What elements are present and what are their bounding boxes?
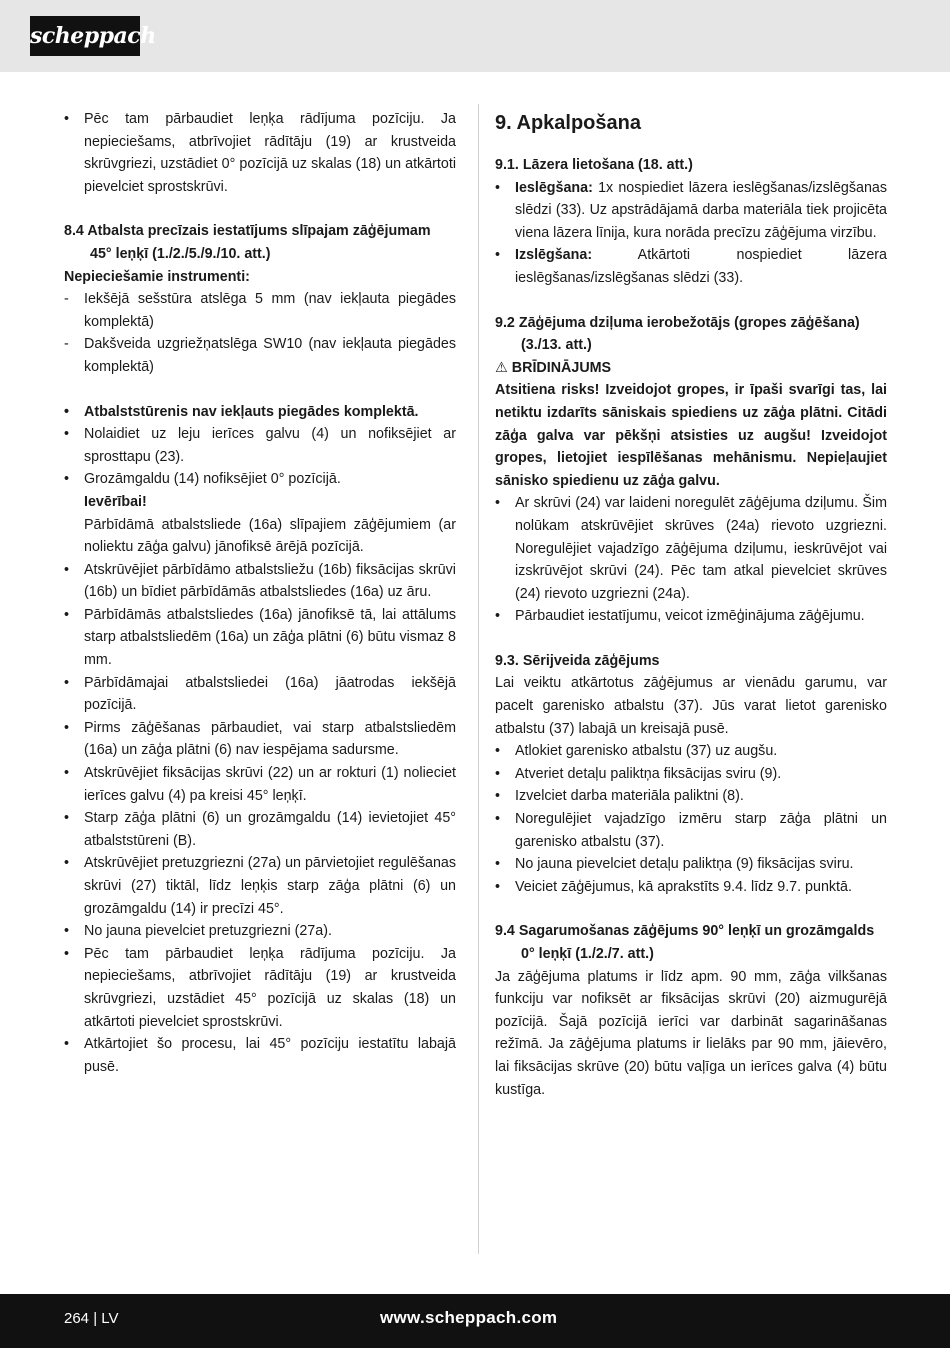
list-item: • Atbalststūrenis nav iekļauts piegādes komplektā. (64, 403, 419, 420)
page-footer (0, 1294, 950, 1348)
list-item: • Atskrūvējiet pārbīdāmo atbalstsliežu (16b) fiksācijas skrūvi (16b) un bīdiet pārbīdāmās atbalstsliedes (16a) uz āru. (64, 561, 456, 601)
warning-title: ⚠ BRĪDINĀJUMS (495, 359, 612, 376)
list-item: • Izvelciet darba materiāla paliktni (8). (495, 788, 744, 805)
list-item: • Atlokiet garenisko atbalstu (37) uz augšu. (495, 743, 778, 760)
list-item: • Grozāmgaldu (14) nofiksējiet 0° pozīcijā. (64, 471, 341, 488)
left-column (64, 108, 456, 1078)
section-heading-9-2-figs: (3./13. att.) (521, 337, 592, 354)
page-number: 264 | LV (64, 1310, 119, 1327)
list-item: • Atveriet detaļu paliktņa fiksācijas sviru (9). (495, 765, 782, 782)
section-heading-9-1: 9.1. Lāzera lietošana (18. att.) (495, 157, 693, 173)
brand-logo: scheppach (30, 16, 140, 56)
list-item: • Starp zāģa plātni (6) un grozāmgaldu (14) ievietojiet 45° atbalststūreni (B). (64, 810, 456, 849)
page-header (0, 0, 950, 72)
website-url: www.scheppach.com (380, 1308, 558, 1327)
list-item: • Pēc tam pārbaudiet leņķa rādījuma pozīciju. Ja nepieciešams, atbrīvojiet rādītāju (19) ar krustveida skrūvgriezi, uzstādiet 45° pozīcijā uz skalas (18) un atkārtoti pievelciet sprostskrūvi. (64, 945, 456, 1030)
section-heading-9-2: 9.2 Zāģējuma dziļuma ierobežotājs (gropes zāģēšana) (495, 314, 860, 331)
list-item: • Atkārtojiet šo procesu, lai 45° pozīciju iestatītu labajā pusē. (64, 1036, 456, 1075)
section-heading-9-3: 9.3. Sērijveida zāģējums (495, 652, 660, 669)
list-item: • Izslēgšana: Atkārtoti nospiediet lāzera ieslēgšanas/izslēgšanas slēdzi (33). (495, 247, 887, 286)
list-item: • Veiciet zāģējumus, kā aprakstīts 9.4. līdz 9.7. punktā. (495, 878, 852, 895)
list-item: • Ieslēgšana: 1x nospiediet lāzera ieslēgšanas/izslēgšanas slēdzi (33). Uz apstrādājamā darba materiāla tiek projicēta viena lāzera līnija, kura norāda precīzu zāģējuma virzību. (495, 179, 887, 241)
list-item: • Pārbīdāmās atbalstsliedes (16a) jānofiksē tā, lai attālums starp atbalstsliedēm (16a) un zāģa plātni (6) būtu vismaz 8 mm. (64, 606, 456, 669)
paragraph: Ja zāģējuma platums ir līdz apm. 90 mm, zāģa vilkšanas funkciju var nofiksēt ar fiksācijas skrūvi (20) aizmugurējā pozīcijā. Šajā pozīcijā ierīci var darbināt sagarināšanas režīmā. Ja zāģējuma platums ir lielāks par 90 mm, jāievēro, lai fiksācijas skrūve (20) būtu vaļīga un ierīces galva (4) būtu kustīga. (495, 968, 887, 1098)
list-item: • Pēc tam pārbaudiet leņķa rādījuma pozīciju. Ja nepieciešams, atbrīvojiet rādītāju (19) ar krustveida skrūvgriezi, uzstādiet 0° pozīcijā uz skalas (18) un atkārtoti pievelciet sprostskrūvi. (64, 111, 456, 195)
note-title: Ievērībai! (84, 493, 147, 510)
list-item: - Dakšveida uzgriežņatslēga SW10 (nav iekļauta piegādes komplektā) (64, 336, 456, 375)
tools-heading: Nepieciešamie instrumenti: (64, 268, 250, 285)
warning-text: Atsitiena risks! Izveidojot gropes, ir īpaši svarīgi tas, lai netiktu izdarīts sāniskais spiediens uz zāģa plātni. Citādi zāģa galva var pēkšņi atsisties uz augšu! Izveidojot gropes, lietojiet iespīlēšanas mehānismu. Nepieļaujiet sānisko spiedienu uz zāģa galvu. (495, 382, 887, 489)
section-heading-9-4: 9.4 Sagarumošanas zāģējums 90° leņķī un grozāmgalds 0° leņķī (1./2./7. att.) (495, 923, 875, 962)
list-item: • Pirms zāģēšanas pārbaudiet, vai starp atbalstsliedēm (16a) un zāģa plātni (6) nav iespējama sadursme. (64, 719, 456, 759)
warning-icon: ⚠ (495, 359, 508, 376)
note-text: Pārbīdāmā atbalstsliede (16a) slīpajiem zāģējumiem (ar noliektu zāģa galvu) jānofiksē ārējā pozīcijā. (84, 516, 456, 556)
list-item: - Iekšējā sešstūra atslēga 5 mm (nav iekļauta piegādes komplektā) (64, 291, 456, 330)
list-item: • Atskrūvējiet fiksācijas skrūvi (22) un ar rokturi (1) nolieciet ierīces galvu (4) pa kreisi 45° leņķī. (64, 765, 456, 804)
paragraph: Lai veiktu atkārtotus zāģējumus ar vienādu garumu, var pacelt garenisko atbalstu (37). Jūs varat lietot garenisko atbalstu (37) labajā un kreisajā pusē. (495, 675, 887, 737)
column-divider (478, 104, 479, 1254)
list-item: • Pārbīdāmajai atbalstsliedei (16a) jāatrodas iekšējā pozīcijā. (64, 674, 456, 714)
list-item: • Nolaidiet uz leju ierīces galvu (4) un nofiksējiet ar sprosttapu (23). (64, 426, 456, 465)
list-item: • No jauna pievelciet pretuzgriezni (27a). (64, 923, 332, 940)
list-item: • Pārbaudiet iestatījumu, veicot izmēģinājuma zāģējumu. (495, 608, 865, 625)
list-item: • No jauna pievelciet detaļu paliktņa (9) fiksācijas sviru. (495, 856, 854, 873)
section-heading-8-4: 8.4 Atbalsta precīzais iestatījums slīpajam zāģējumam 45° leņķī (1./2./5./9./10. att.) (64, 223, 431, 262)
list-item: • Ar skrūvi (24) var laideni noregulēt zāģējuma dziļumu. Šim nolūkam atskrūvējiet skrūves (24a) rievoto uzgriezni. Noregulējiet vajadzīgo zāģējuma dziļumu, ieskrūvējot vai izskrūvējot skrūvi (24). Pēc tam atkal pievelciet skrūves (24) rievoto uzgriezni (24a). (495, 495, 887, 602)
section-heading-9: 9. Apkalpošana (495, 112, 641, 134)
list-item: • Atskrūvējiet pretuzgriezni (27a) un pārvietojiet regulēšanas skrūvi (27) tiktāl, līdz leņķis starp zāģa plātni (6) un grozāmgaldu (14) ir precīzi 45°. (64, 855, 456, 917)
list-item: • Noregulējiet vajadzīgo izmēru starp zāģa plātni un garenisko atbalstu (37). (495, 811, 887, 850)
right-column (495, 108, 887, 1101)
